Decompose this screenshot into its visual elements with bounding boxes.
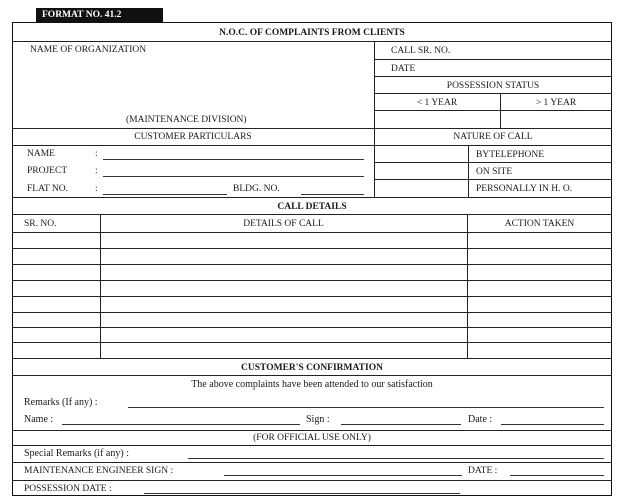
name-field[interactable] (103, 159, 364, 160)
col-sr-no: SR. NO. (24, 219, 57, 229)
confirm-date-field[interactable] (501, 424, 604, 425)
flat-no-label: FLAT NO. (27, 184, 68, 194)
official-use-heading: (FOR OFFICIAL USE ONLY) (253, 433, 371, 443)
call-row-line (12, 248, 612, 249)
call-row-line (12, 280, 612, 281)
call-details-heading-line (12, 214, 612, 215)
engineer-sign-field[interactable] (224, 475, 462, 476)
bldg-no-label: BLDG. NO. (233, 184, 280, 194)
less-than-1-year: < 1 YEAR (416, 98, 458, 108)
remarks-label: Remarks (If any) : (24, 397, 98, 408)
nature-option-personally[interactable]: PERSONALLY IN H. O. (476, 184, 573, 194)
form-title: N.O.C. OF COMPLAINTS FROM CLIENTS (219, 28, 405, 38)
call-row-line (12, 296, 612, 297)
bldg-no-field[interactable] (301, 194, 364, 195)
remarks-field[interactable] (128, 407, 604, 408)
confirm-sign-field[interactable] (341, 424, 461, 425)
more-than-1-year: > 1 YEAR (535, 98, 577, 108)
special-remarks-label: Special Remarks (if any) : (24, 448, 129, 459)
format-number-badge: FORMAT NO. 41.2 (36, 8, 163, 22)
possession-line (374, 93, 612, 94)
special-remarks-line (12, 462, 612, 463)
date-label: DATE (391, 64, 416, 74)
col-action-taken: ACTION TAKEN (504, 219, 575, 229)
nature-of-call-heading: NATURE OF CALL (453, 132, 533, 142)
title-divider (12, 41, 612, 42)
official-heading-line (12, 445, 612, 446)
possession-date-label: POSSESSION DATE : (24, 484, 112, 494)
nature-line-2 (374, 179, 612, 180)
engineer-sign-label: MAINTENANCE ENGINEER SIGN : (24, 466, 174, 476)
confirm-name-field[interactable] (62, 424, 300, 425)
project-label: PROJECT (27, 166, 68, 176)
date-line (374, 76, 612, 77)
nature-heading-line (374, 145, 612, 146)
project-field[interactable] (103, 176, 364, 177)
call-table-bottom-line (12, 358, 612, 359)
call-row-line (12, 342, 612, 343)
call-row-line (12, 312, 612, 313)
confirm-date-label: Date : (468, 414, 493, 425)
possession-status-label: POSSESSION STATUS (446, 81, 540, 91)
call-col-divider-1 (100, 214, 101, 358)
flat-colon: : (95, 184, 98, 194)
confirmation-heading-line (12, 375, 612, 376)
confirm-sign-label: Sign : (306, 414, 330, 425)
name-label: NAME (27, 149, 55, 159)
special-remarks-field[interactable] (188, 458, 604, 459)
confirm-name-label: Name : (24, 414, 54, 425)
call-col-divider-2 (467, 214, 468, 358)
call-details-heading: CALL DETAILS (277, 202, 347, 212)
year-header-line (374, 110, 612, 111)
customer-heading-line (12, 145, 374, 146)
engineer-line (12, 480, 612, 481)
header-bottom-line (12, 197, 612, 198)
confirmation-statement: The above complaints have been attended to our satisfaction (191, 379, 433, 390)
official-top-line (12, 430, 612, 431)
call-sr-line (374, 59, 612, 60)
flat-no-field[interactable] (103, 194, 227, 195)
header-column-divider (374, 41, 375, 197)
nature-option-telephone[interactable]: BYTELEPHONE (476, 150, 545, 160)
nature-divider (468, 145, 469, 197)
organization-label: NAME OF ORGANIZATION (30, 45, 147, 55)
nature-option-on-site[interactable]: ON SITE (476, 167, 513, 177)
division-label: (MAINTENANCE DIVISION) (126, 115, 247, 125)
engineer-date-label: DATE : (468, 466, 498, 476)
year-bottom-line (374, 128, 612, 129)
customer-particulars-heading: CUSTOMER PARTICULARS (134, 132, 252, 142)
call-row-line (12, 327, 612, 328)
project-colon: : (95, 166, 98, 176)
call-row-line (12, 232, 612, 233)
call-row-line (12, 264, 612, 265)
col-details-of-call: DETAILS OF CALL (243, 219, 324, 229)
org-bottom-line (12, 128, 374, 129)
nature-line-1 (374, 162, 612, 163)
possession-date-field[interactable] (144, 493, 460, 494)
confirmation-heading: CUSTOMER'S CONFIRMATION (241, 363, 383, 373)
call-sr-no-label: CALL SR. NO. (391, 46, 451, 56)
engineer-date-field[interactable] (510, 475, 604, 476)
name-colon: : (95, 149, 98, 159)
